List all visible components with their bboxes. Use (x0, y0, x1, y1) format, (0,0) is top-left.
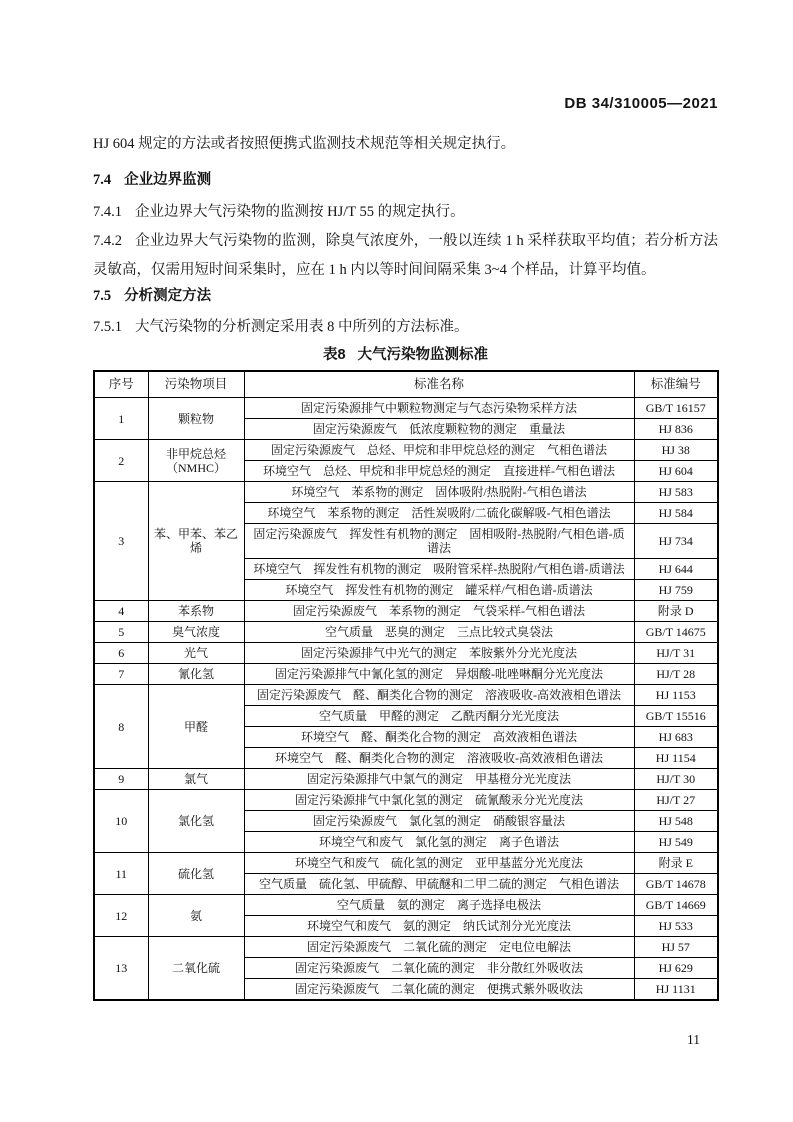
header-cell-index: 序号 (94, 371, 148, 398)
row-index-cell: 2 (94, 440, 148, 482)
section-title: 企业边界监测 (124, 172, 212, 188)
table-caption (93, 346, 718, 365)
clause-7-4-2 (93, 227, 718, 285)
pollutant-cell: 甲醛 (148, 685, 244, 769)
doc-number: DB 34/310005—2021 (564, 95, 718, 112)
header-cell-pollutant: 污染物项目 (148, 371, 244, 398)
pollutant-cell: 颗粒物 (148, 398, 244, 440)
table-caption-title: 大气污染物监测标准 (357, 347, 489, 363)
standard-name-cell: 环境空气 挥发性有机物的测定 吸附管采样-热脱附/气相色谱-质谱法 (244, 559, 634, 580)
standard-name-cell: 空气质量 恶臭的测定 三点比较式臭袋法 (244, 622, 634, 643)
standard-name-cell: 环境空气和废气 氨的测定 纳氏试剂分光光度法 (244, 916, 634, 937)
section-heading-7-5 (93, 285, 718, 307)
standard-name-cell: 固定污染源废气 挥发性有机物的测定 固相吸附-热脱附/气相色谱-质谱法 (244, 524, 634, 559)
standard-code-cell: HJ 683 (634, 727, 718, 748)
standard-code-cell: HJ/T 30 (634, 769, 718, 790)
clause-7-4-1 (93, 198, 718, 227)
row-index-cell: 12 (94, 895, 148, 937)
standard-name-cell: 固定污染源废气 醛、酮类化合物的测定 溶液吸收-高效液相色谱法 (244, 685, 634, 706)
table-row (94, 853, 718, 874)
standard-name-cell: 固定污染源废气 二氧化硫的测定 非分散红外吸收法 (244, 958, 634, 979)
clause-text: 企业边界大气污染物的监测，除臭气浓度外，一般以连续 1 h 采样获取平均值；若分析方法灵敏高，仅需用短时间采集时，应在 1 h 内以等时间间隔采集 3~4 个样品，计算平均值。 (93, 233, 718, 278)
section-title: 分析测定方法 (124, 288, 212, 304)
pollutant-cell: 氯化氢 (148, 790, 244, 853)
pollutant-cell: 二氧化硫 (148, 937, 244, 1001)
standard-code-cell: HJ/T 31 (634, 643, 718, 664)
standard-code-cell: HJ 38 (634, 440, 718, 461)
standard-name-cell: 固定污染源排气中氯气的测定 甲基橙分光光度法 (244, 769, 634, 790)
row-index-cell: 6 (94, 643, 148, 664)
clause-number: 7.4.1 (93, 204, 122, 220)
header-cell-standard-name: 标准名称 (244, 371, 634, 398)
standard-code-cell: HJ/T 27 (634, 790, 718, 811)
standard-name-cell: 固定污染源排气中氰化氢的测定 异烟酸-吡唑啉酮分光光度法 (244, 664, 634, 685)
row-index-cell: 1 (94, 398, 148, 440)
pollutant-cell: 硫化氢 (148, 853, 244, 895)
section-number: 7.5 (93, 288, 112, 304)
standard-code-cell: GB/T 14675 (634, 622, 718, 643)
pollutant-cell: 光气 (148, 643, 244, 664)
standard-code-cell: 附录 E (634, 853, 718, 874)
table-row (94, 643, 718, 664)
row-index-cell: 9 (94, 769, 148, 790)
table-row (94, 895, 718, 916)
clause-number: 7.4.2 (93, 233, 122, 249)
pollutant-cell: 苯、甲苯、苯乙烯 (148, 482, 244, 601)
standard-code-cell: GB/T 14669 (634, 895, 718, 916)
row-index-cell: 5 (94, 622, 148, 643)
table-row (94, 398, 718, 419)
standard-code-cell: HJ 583 (634, 482, 718, 503)
table-row (94, 790, 718, 811)
row-index-cell: 11 (94, 853, 148, 895)
table-caption-label: 表8 (322, 347, 346, 363)
standard-name-cell: 固定污染源废气 二氧化硫的测定 便携式紫外吸收法 (244, 979, 634, 1001)
standard-name-cell: 空气质量 氨的测定 离子选择电极法 (244, 895, 634, 916)
clause-number: 7.5.1 (93, 319, 122, 335)
standard-name-cell: 固定污染源排气中氯化氢的测定 硫氰酸汞分光光度法 (244, 790, 634, 811)
standard-name-cell: 环境空气 总烃、甲烷和非甲烷总烃的测定 直接进样-气相色谱法 (244, 461, 634, 482)
standard-name-cell: 固定污染源排气中光气的测定 苯胺紫外分光光度法 (244, 643, 634, 664)
header-cell-standard-code: 标准编号 (634, 371, 718, 398)
monitoring-standards-table (93, 370, 719, 1001)
standard-code-cell: HJ 604 (634, 461, 718, 482)
table-row (94, 769, 718, 790)
standard-name-cell: 环境空气 醛、酮类化合物的测定 高效液相色谱法 (244, 727, 634, 748)
standard-code-cell: HJ 759 (634, 580, 718, 601)
standard-code-cell: HJ 734 (634, 524, 718, 559)
row-index-cell: 8 (94, 685, 148, 769)
standard-name-cell: 固定污染源排气中颗粒物测定与气态污染物采样方法 (244, 398, 634, 419)
standard-code-cell: 附录 D (634, 601, 718, 622)
standard-code-cell: HJ/T 28 (634, 664, 718, 685)
standard-name-cell: 固定污染源废气 二氧化硫的测定 定电位电解法 (244, 937, 634, 958)
pollutant-cell: 非甲烷总烃（NMHC） (148, 440, 244, 482)
standard-name-cell: 空气质量 硫化氢、甲硫醇、甲硫醚和二甲二硫的测定 气相色谱法 (244, 874, 634, 895)
standard-code-cell: HJ 1131 (634, 979, 718, 1001)
pollutant-cell: 苯系物 (148, 601, 244, 622)
table-header-row (94, 371, 718, 398)
page-content (93, 0, 718, 1001)
standard-name-cell: 固定污染源废气 苯系物的测定 气袋采样-气相色谱法 (244, 601, 634, 622)
standard-code-cell: HJ 836 (634, 419, 718, 440)
standard-name-cell: 环境空气 挥发性有机物的测定 罐采样/气相色谱-质谱法 (244, 580, 634, 601)
standard-code-cell: HJ 1154 (634, 748, 718, 769)
table-row (94, 622, 718, 643)
intro-paragraph: HJ 604 规定的方法或者按照便携式监测技术规范等相关规定执行。 (93, 136, 516, 152)
table-row (94, 482, 718, 503)
row-index-cell: 13 (94, 937, 148, 1001)
pollutant-cell: 臭气浓度 (148, 622, 244, 643)
clause-text: 大气污染物的分析测定采用表 8 中所列的方法标准。 (135, 319, 469, 335)
clause-7-5-1 (93, 313, 718, 342)
table-row (94, 601, 718, 622)
standard-code-cell: GB/T 14678 (634, 874, 718, 895)
standard-name-cell: 环境空气 醛、酮类化合物的测定 溶液吸收-高效液相色谱法 (244, 748, 634, 769)
pollutant-cell: 氰化氢 (148, 664, 244, 685)
table-row (94, 685, 718, 706)
standard-code-cell: HJ 548 (634, 811, 718, 832)
standard-code-cell: HJ 629 (634, 958, 718, 979)
standard-code-cell: GB/T 16157 (634, 398, 718, 419)
standard-code-cell: GB/T 15516 (634, 706, 718, 727)
clause-text: 企业边界大气污染物的监测按 HJ/T 55 的规定执行。 (135, 204, 465, 220)
standard-name-cell: 固定污染源废气 低浓度颗粒物的测定 重量法 (244, 419, 634, 440)
pollutant-cell: 氨 (148, 895, 244, 937)
page-number: 11 (687, 1032, 700, 1047)
table-row (94, 664, 718, 685)
standard-name-cell: 固定污染源废气 氯化氢的测定 硝酸银容量法 (244, 811, 634, 832)
standard-code-cell: HJ 533 (634, 916, 718, 937)
standard-name-cell: 空气质量 甲醛的测定 乙酰丙酮分光光度法 (244, 706, 634, 727)
standard-name-cell: 固定污染源废气 总烃、甲烷和非甲烷总烃的测定 气相色谱法 (244, 440, 634, 461)
standard-name-cell: 环境空气 苯系物的测定 固体吸附/热脱附-气相色谱法 (244, 482, 634, 503)
standard-code-cell: HJ 549 (634, 832, 718, 853)
standard-name-cell: 环境空气 苯系物的测定 活性炭吸附/二硫化碳解吸-气相色谱法 (244, 503, 634, 524)
table-body (94, 398, 718, 1001)
standard-code-cell: HJ 57 (634, 937, 718, 958)
row-index-cell: 3 (94, 482, 148, 601)
section-number: 7.4 (93, 172, 112, 188)
pollutant-cell: 氯气 (148, 769, 244, 790)
standard-code-cell: HJ 584 (634, 503, 718, 524)
standard-code-cell: HJ 1153 (634, 685, 718, 706)
standard-name-cell: 环境空气和废气 硫化氢的测定 亚甲基蓝分光光度法 (244, 853, 634, 874)
section-heading-7-4 (93, 169, 718, 191)
standard-code-cell: HJ 644 (634, 559, 718, 580)
row-index-cell: 7 (94, 664, 148, 685)
table-row (94, 937, 718, 958)
row-index-cell: 4 (94, 601, 148, 622)
table-row (94, 440, 718, 461)
row-index-cell: 10 (94, 790, 148, 853)
standard-name-cell: 环境空气和废气 氯化氢的测定 离子色谱法 (244, 832, 634, 853)
